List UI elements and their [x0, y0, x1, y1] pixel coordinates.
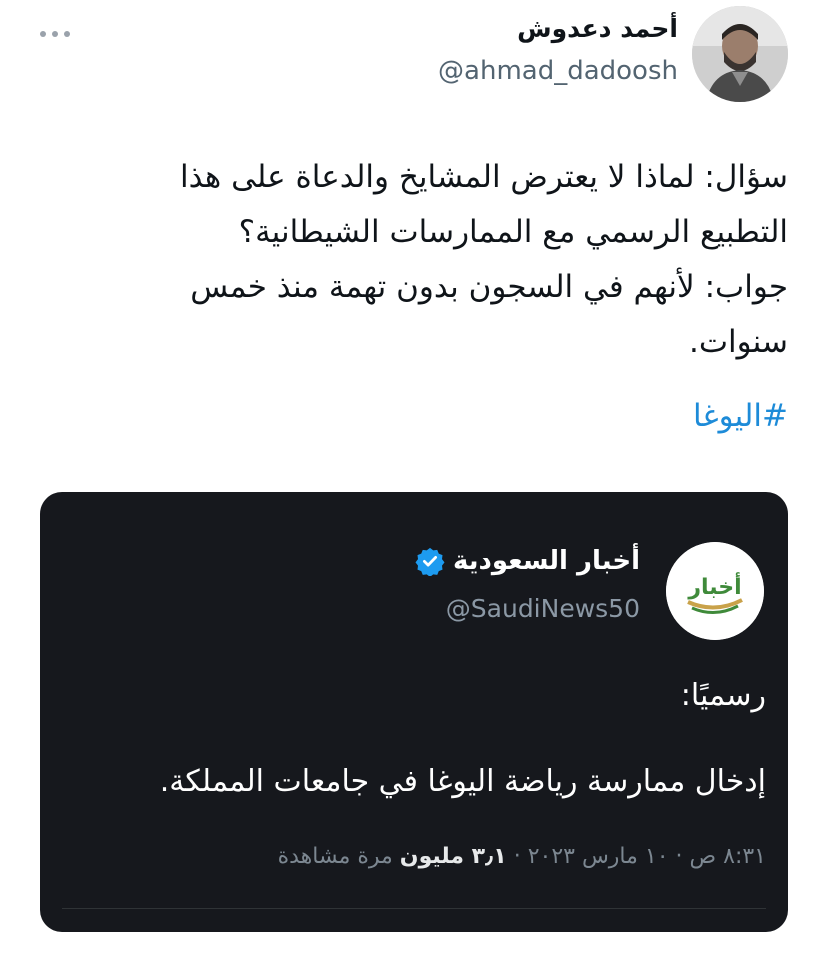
- quoted-text-line: إدخال ممارسة رياضة اليوغا في جامعات المملكة.: [159, 764, 766, 799]
- logo-text: أخبار: [688, 575, 742, 600]
- author-handle[interactable]: @ahmad_dadoosh: [438, 56, 678, 86]
- tweet-text-line: سؤال: لماذا لا يعترض المشايخ والدعاة على هذا: [179, 159, 788, 195]
- hashtag-link[interactable]: #اليوغا: [692, 398, 788, 434]
- quoted-text-line: رسميًا:: [680, 678, 766, 713]
- tweet-text: [108, 150, 788, 370]
- quoted-timestamp[interactable]: ٨:٣١ ص · ١٠ مارس ٢٠٢٣ ·: [513, 844, 766, 869]
- views-label: مرة مشاهدة: [277, 844, 393, 869]
- quoted-meta: [278, 844, 766, 869]
- views-count: ٣٫١ مليون: [399, 844, 507, 869]
- quoted-author-name: أخبار السعودية: [452, 546, 640, 576]
- verified-badge-icon: [415, 546, 445, 576]
- saudinews-logo: [666, 542, 764, 640]
- tweet-text-line: التطبيع الرسمي مع الممارسات الشيطانية؟: [238, 214, 788, 250]
- author-avatar[interactable]: [692, 6, 788, 102]
- quoted-tweet-card[interactable]: [40, 492, 788, 932]
- dot: [52, 31, 58, 37]
- quoted-author-handle[interactable]: @SaudiNews50: [445, 594, 640, 623]
- quoted-author-avatar[interactable]: [666, 542, 764, 640]
- dot: [64, 31, 70, 37]
- quoted-author-name-row[interactable]: [415, 546, 640, 576]
- tweet-text-line: سنوات.: [689, 324, 788, 360]
- tweet-text-line: جواب: لأنهم في السجون بدون تهمة منذ خمس: [190, 269, 788, 305]
- dot: [40, 31, 46, 37]
- avatar-photo: [692, 6, 788, 102]
- author-name[interactable]: أحمد دعدوش: [517, 14, 678, 43]
- divider: [62, 908, 766, 909]
- more-options-icon[interactable]: [40, 28, 76, 40]
